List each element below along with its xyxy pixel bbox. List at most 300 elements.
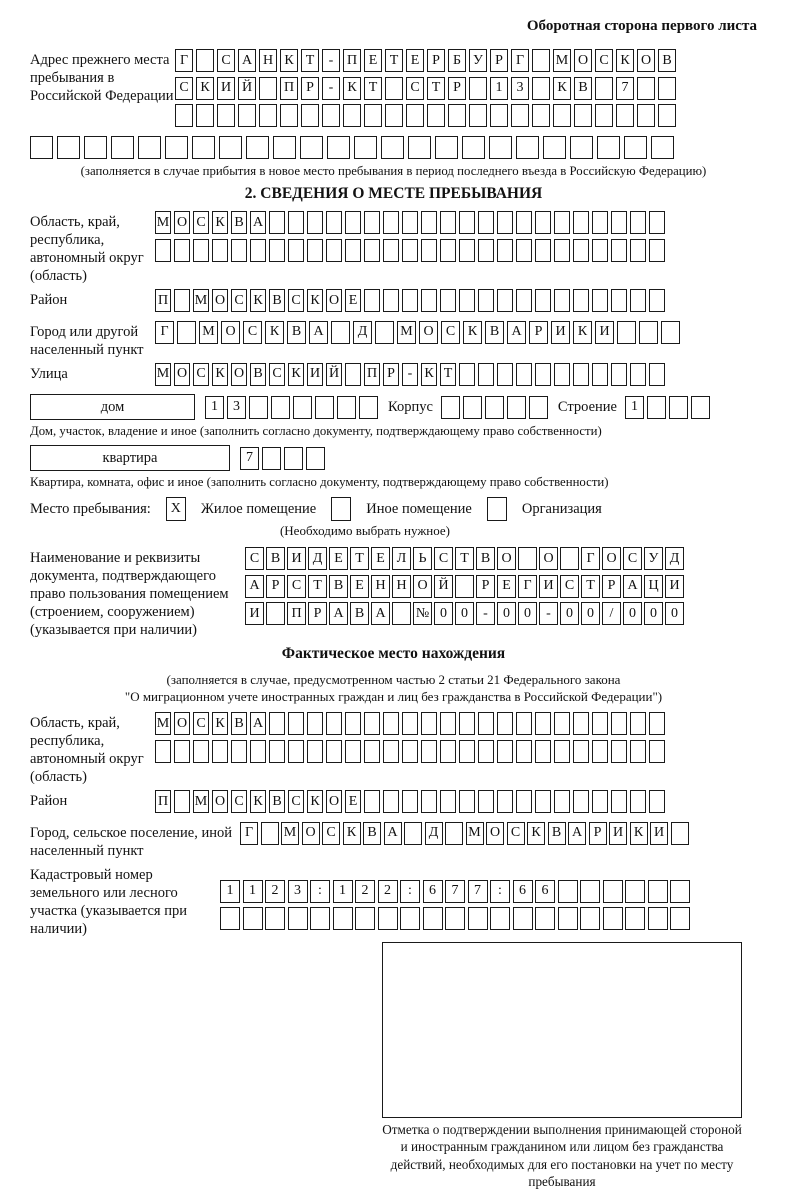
char-cell[interactable]: К [343, 77, 361, 100]
char-cell[interactable] [671, 822, 689, 845]
char-cell[interactable]: 1 [333, 880, 353, 903]
char-cell[interactable] [518, 547, 537, 570]
char-cell[interactable]: С [269, 363, 285, 386]
char-cell[interactable] [440, 790, 456, 813]
other-premises-checkbox[interactable] [331, 497, 351, 521]
char-cell[interactable]: С [193, 211, 209, 234]
char-cell[interactable] [554, 740, 570, 763]
char-cell[interactable]: К [250, 289, 266, 312]
char-cell[interactable] [261, 822, 279, 845]
char-cell[interactable] [529, 396, 548, 419]
char-cell[interactable] [516, 712, 532, 735]
char-cell[interactable] [478, 363, 494, 386]
char-cell[interactable] [280, 104, 298, 127]
char-cell[interactable]: Р [529, 321, 548, 344]
char-cell[interactable] [648, 880, 668, 903]
char-cell[interactable] [573, 740, 589, 763]
char-cell[interactable] [611, 239, 627, 262]
char-cell[interactable]: С [406, 77, 424, 100]
char-cell[interactable]: К [463, 321, 482, 344]
char-cell[interactable] [174, 289, 190, 312]
char-cell[interactable] [383, 211, 399, 234]
char-cell[interactable]: В [476, 547, 495, 570]
char-cell[interactable] [400, 907, 420, 930]
char-cell[interactable] [288, 211, 304, 234]
char-cell[interactable] [250, 740, 266, 763]
char-cell[interactable] [445, 822, 463, 845]
char-cell[interactable] [435, 136, 458, 159]
char-cell[interactable]: Г [581, 547, 600, 570]
char-cell[interactable] [269, 239, 285, 262]
char-cell[interactable]: 1 [490, 77, 508, 100]
char-cell[interactable] [516, 289, 532, 312]
char-cell[interactable] [592, 790, 608, 813]
char-cell[interactable] [459, 740, 475, 763]
char-cell[interactable]: Й [238, 77, 256, 100]
char-cell[interactable] [331, 321, 350, 344]
char-cell[interactable]: 0 [434, 602, 453, 625]
char-cell[interactable]: - [322, 77, 340, 100]
char-cell[interactable]: 0 [665, 602, 684, 625]
char-cell[interactable]: № [413, 602, 432, 625]
char-cell[interactable]: 0 [644, 602, 663, 625]
char-cell[interactable] [402, 740, 418, 763]
char-cell[interactable] [364, 104, 382, 127]
char-cell[interactable] [231, 740, 247, 763]
char-cell[interactable] [402, 239, 418, 262]
char-cell[interactable] [669, 396, 688, 419]
char-cell[interactable]: И [665, 575, 684, 598]
house-type-box[interactable]: дом [30, 394, 195, 420]
char-cell[interactable]: Р [383, 363, 399, 386]
char-cell[interactable]: У [644, 547, 663, 570]
char-cell[interactable] [513, 907, 533, 930]
char-cell[interactable] [288, 907, 308, 930]
char-cell[interactable]: А [384, 822, 402, 845]
char-cell[interactable] [269, 712, 285, 735]
char-cell[interactable]: К [421, 363, 437, 386]
char-cell[interactable]: Р [448, 77, 466, 100]
char-cell[interactable] [30, 136, 53, 159]
char-cell[interactable] [421, 239, 437, 262]
char-cell[interactable] [402, 289, 418, 312]
char-cell[interactable] [196, 49, 214, 72]
char-cell[interactable] [532, 104, 550, 127]
char-cell[interactable]: П [287, 602, 306, 625]
char-cell[interactable]: Г [511, 49, 529, 72]
char-cell[interactable] [611, 790, 627, 813]
char-cell[interactable] [554, 363, 570, 386]
char-cell[interactable] [573, 363, 589, 386]
char-cell[interactable] [174, 790, 190, 813]
char-cell[interactable] [639, 321, 658, 344]
char-cell[interactable]: Т [385, 49, 403, 72]
char-cell[interactable] [378, 907, 398, 930]
char-cell[interactable] [489, 136, 512, 159]
char-cell[interactable] [469, 104, 487, 127]
char-cell[interactable] [322, 104, 340, 127]
char-cell[interactable]: С [288, 790, 304, 813]
char-cell[interactable] [57, 136, 80, 159]
char-cell[interactable] [649, 363, 665, 386]
char-cell[interactable] [469, 77, 487, 100]
char-cell[interactable]: 0 [581, 602, 600, 625]
char-cell[interactable]: С [441, 321, 460, 344]
char-cell[interactable]: В [250, 363, 266, 386]
char-cell[interactable]: С [623, 547, 642, 570]
char-cell[interactable] [271, 396, 290, 419]
char-cell[interactable] [658, 77, 676, 100]
char-cell[interactable]: К [280, 49, 298, 72]
char-cell[interactable] [554, 239, 570, 262]
char-cell[interactable] [543, 136, 566, 159]
char-cell[interactable] [459, 289, 475, 312]
char-cell[interactable]: К [212, 363, 228, 386]
char-cell[interactable] [611, 712, 627, 735]
char-cell[interactable]: М [155, 211, 171, 234]
char-cell[interactable] [595, 77, 613, 100]
residential-checkbox[interactable]: X [166, 497, 186, 521]
char-cell[interactable]: Т [308, 575, 327, 598]
char-cell[interactable] [345, 211, 361, 234]
char-cell[interactable]: О [574, 49, 592, 72]
char-cell[interactable] [259, 77, 277, 100]
char-cell[interactable] [337, 396, 356, 419]
char-cell[interactable]: Б [448, 49, 466, 72]
char-cell[interactable] [459, 712, 475, 735]
char-cell[interactable] [595, 104, 613, 127]
char-cell[interactable]: 3 [511, 77, 529, 100]
char-cell[interactable]: 7 [616, 77, 634, 100]
char-cell[interactable] [333, 907, 353, 930]
char-cell[interactable]: П [280, 77, 298, 100]
char-cell[interactable] [630, 211, 646, 234]
char-cell[interactable] [616, 104, 634, 127]
char-cell[interactable]: - [402, 363, 418, 386]
char-cell[interactable]: К [343, 822, 361, 845]
char-cell[interactable] [273, 136, 296, 159]
char-cell[interactable] [345, 363, 361, 386]
char-cell[interactable] [383, 740, 399, 763]
char-cell[interactable]: В [266, 547, 285, 570]
char-cell[interactable] [630, 239, 646, 262]
char-cell[interactable]: Т [350, 547, 369, 570]
char-cell[interactable] [535, 712, 551, 735]
char-cell[interactable]: Е [497, 575, 516, 598]
char-cell[interactable] [603, 880, 623, 903]
char-cell[interactable] [246, 136, 269, 159]
char-cell[interactable] [574, 104, 592, 127]
char-cell[interactable]: 6 [423, 880, 443, 903]
char-cell[interactable]: О [539, 547, 558, 570]
char-cell[interactable] [288, 239, 304, 262]
char-cell[interactable]: П [155, 289, 171, 312]
char-cell[interactable]: С [193, 363, 209, 386]
char-cell[interactable]: 7 [240, 447, 259, 470]
char-cell[interactable] [592, 363, 608, 386]
char-cell[interactable] [355, 907, 375, 930]
char-cell[interactable]: В [548, 822, 566, 845]
char-cell[interactable] [459, 790, 475, 813]
char-cell[interactable] [573, 239, 589, 262]
char-cell[interactable] [553, 104, 571, 127]
char-cell[interactable]: Е [345, 289, 361, 312]
char-cell[interactable] [637, 104, 655, 127]
char-cell[interactable]: Т [364, 77, 382, 100]
char-cell[interactable] [448, 104, 466, 127]
char-cell[interactable]: Т [301, 49, 319, 72]
char-cell[interactable] [455, 575, 474, 598]
char-cell[interactable] [364, 239, 380, 262]
char-cell[interactable]: Й [434, 575, 453, 598]
char-cell[interactable]: О [326, 289, 342, 312]
char-cell[interactable] [497, 712, 513, 735]
char-cell[interactable] [155, 239, 171, 262]
char-cell[interactable]: И [217, 77, 235, 100]
char-cell[interactable] [231, 239, 247, 262]
char-cell[interactable] [532, 49, 550, 72]
char-cell[interactable] [404, 822, 422, 845]
char-cell[interactable]: А [623, 575, 642, 598]
char-cell[interactable] [326, 712, 342, 735]
char-cell[interactable] [478, 740, 494, 763]
char-cell[interactable] [307, 211, 323, 234]
char-cell[interactable]: Г [155, 321, 174, 344]
char-cell[interactable]: И [551, 321, 570, 344]
char-cell[interactable] [463, 396, 482, 419]
char-cell[interactable] [385, 104, 403, 127]
char-cell[interactable]: К [196, 77, 214, 100]
char-cell[interactable] [468, 907, 488, 930]
char-cell[interactable]: С [245, 547, 264, 570]
char-cell[interactable]: Р [476, 575, 495, 598]
char-cell[interactable]: Р [427, 49, 445, 72]
char-cell[interactable] [478, 289, 494, 312]
char-cell[interactable]: В [287, 321, 306, 344]
char-cell[interactable] [497, 211, 513, 234]
char-cell[interactable] [630, 289, 646, 312]
char-cell[interactable] [647, 396, 666, 419]
char-cell[interactable]: 1 [205, 396, 224, 419]
char-cell[interactable] [485, 396, 504, 419]
char-cell[interactable] [392, 602, 411, 625]
char-cell[interactable] [497, 289, 513, 312]
char-cell[interactable] [307, 239, 323, 262]
char-cell[interactable] [497, 790, 513, 813]
char-cell[interactable]: Д [665, 547, 684, 570]
char-cell[interactable]: С [434, 547, 453, 570]
char-cell[interactable] [560, 547, 579, 570]
char-cell[interactable] [462, 136, 485, 159]
char-cell[interactable] [459, 239, 475, 262]
char-cell[interactable] [497, 740, 513, 763]
char-cell[interactable] [217, 104, 235, 127]
char-cell[interactable]: С [287, 575, 306, 598]
char-cell[interactable]: 3 [288, 880, 308, 903]
char-cell[interactable] [478, 790, 494, 813]
char-cell[interactable] [315, 396, 334, 419]
char-cell[interactable] [651, 136, 674, 159]
char-cell[interactable] [310, 907, 330, 930]
char-cell[interactable] [111, 136, 134, 159]
char-cell[interactable]: 2 [378, 880, 398, 903]
char-cell[interactable] [630, 740, 646, 763]
char-cell[interactable] [307, 712, 323, 735]
char-cell[interactable]: 2 [355, 880, 375, 903]
char-cell[interactable] [212, 239, 228, 262]
char-cell[interactable] [212, 740, 228, 763]
char-cell[interactable]: Т [427, 77, 445, 100]
char-cell[interactable]: 0 [518, 602, 537, 625]
char-cell[interactable] [326, 211, 342, 234]
char-cell[interactable] [259, 104, 277, 127]
char-cell[interactable]: К [573, 321, 592, 344]
char-cell[interactable]: Н [371, 575, 390, 598]
char-cell[interactable] [611, 289, 627, 312]
char-cell[interactable] [193, 239, 209, 262]
char-cell[interactable]: С [288, 289, 304, 312]
char-cell[interactable] [238, 104, 256, 127]
char-cell[interactable]: Е [371, 547, 390, 570]
char-cell[interactable] [592, 211, 608, 234]
char-cell[interactable] [196, 104, 214, 127]
char-cell[interactable] [558, 907, 578, 930]
char-cell[interactable]: : [310, 880, 330, 903]
char-cell[interactable]: / [602, 602, 621, 625]
char-cell[interactable] [381, 136, 404, 159]
char-cell[interactable] [554, 289, 570, 312]
char-cell[interactable] [219, 136, 242, 159]
char-cell[interactable] [345, 740, 361, 763]
char-cell[interactable] [383, 712, 399, 735]
char-cell[interactable] [440, 712, 456, 735]
char-cell[interactable]: Р [490, 49, 508, 72]
char-cell[interactable] [165, 136, 188, 159]
char-cell[interactable]: О [413, 575, 432, 598]
char-cell[interactable] [249, 396, 268, 419]
char-cell[interactable] [306, 447, 325, 470]
char-cell[interactable]: 1 [243, 880, 263, 903]
char-cell[interactable] [478, 211, 494, 234]
char-cell[interactable] [423, 907, 443, 930]
char-cell[interactable]: О [174, 211, 190, 234]
char-cell[interactable] [611, 211, 627, 234]
char-cell[interactable] [649, 211, 665, 234]
char-cell[interactable]: А [250, 211, 266, 234]
char-cell[interactable] [402, 211, 418, 234]
char-cell[interactable] [343, 104, 361, 127]
char-cell[interactable]: Л [392, 547, 411, 570]
char-cell[interactable]: А [250, 712, 266, 735]
char-cell[interactable]: И [609, 822, 627, 845]
char-cell[interactable] [359, 396, 378, 419]
char-cell[interactable] [402, 790, 418, 813]
char-cell[interactable]: Р [266, 575, 285, 598]
char-cell[interactable] [421, 211, 437, 234]
char-cell[interactable]: Ц [644, 575, 663, 598]
char-cell[interactable] [507, 396, 526, 419]
char-cell[interactable]: И [595, 321, 614, 344]
char-cell[interactable] [625, 880, 645, 903]
char-cell[interactable] [535, 790, 551, 813]
char-cell[interactable]: 7 [468, 880, 488, 903]
char-cell[interactable] [421, 740, 437, 763]
char-cell[interactable]: 6 [535, 880, 555, 903]
char-cell[interactable]: - [322, 49, 340, 72]
char-cell[interactable]: В [350, 602, 369, 625]
char-cell[interactable] [421, 790, 437, 813]
char-cell[interactable] [649, 289, 665, 312]
char-cell[interactable] [354, 136, 377, 159]
char-cell[interactable]: Т [581, 575, 600, 598]
char-cell[interactable]: 3 [227, 396, 246, 419]
char-cell[interactable]: В [231, 712, 247, 735]
char-cell[interactable] [478, 239, 494, 262]
char-cell[interactable] [421, 289, 437, 312]
char-cell[interactable] [265, 907, 285, 930]
char-cell[interactable]: К [527, 822, 545, 845]
char-cell[interactable]: - [476, 602, 495, 625]
char-cell[interactable] [532, 77, 550, 100]
char-cell[interactable] [345, 239, 361, 262]
char-cell[interactable] [611, 740, 627, 763]
char-cell[interactable] [174, 239, 190, 262]
char-cell[interactable] [402, 712, 418, 735]
char-cell[interactable] [592, 712, 608, 735]
char-cell[interactable]: Н [259, 49, 277, 72]
char-cell[interactable] [497, 363, 513, 386]
char-cell[interactable] [516, 363, 532, 386]
char-cell[interactable]: О [637, 49, 655, 72]
char-cell[interactable]: К [212, 211, 228, 234]
char-cell[interactable]: И [245, 602, 264, 625]
char-cell[interactable]: М [155, 363, 171, 386]
char-cell[interactable]: А [238, 49, 256, 72]
char-cell[interactable] [440, 239, 456, 262]
char-cell[interactable] [649, 712, 665, 735]
char-cell[interactable]: Г [240, 822, 258, 845]
char-cell[interactable] [573, 712, 589, 735]
char-cell[interactable]: Г [518, 575, 537, 598]
char-cell[interactable] [220, 907, 240, 930]
char-cell[interactable] [269, 740, 285, 763]
char-cell[interactable]: А [507, 321, 526, 344]
char-cell[interactable]: И [650, 822, 668, 845]
char-cell[interactable] [364, 740, 380, 763]
char-cell[interactable] [630, 712, 646, 735]
char-cell[interactable]: А [568, 822, 586, 845]
char-cell[interactable]: 7 [445, 880, 465, 903]
char-cell[interactable]: П [364, 363, 380, 386]
char-cell[interactable]: С [243, 321, 262, 344]
char-cell[interactable] [293, 396, 312, 419]
char-cell[interactable]: С [322, 822, 340, 845]
char-cell[interactable] [535, 289, 551, 312]
char-cell[interactable]: С [193, 712, 209, 735]
char-cell[interactable] [307, 740, 323, 763]
char-cell[interactable] [269, 211, 285, 234]
char-cell[interactable]: И [539, 575, 558, 598]
char-cell[interactable]: 2 [265, 880, 285, 903]
char-cell[interactable]: О [174, 712, 190, 735]
char-cell[interactable]: А [245, 575, 264, 598]
char-cell[interactable]: К [307, 289, 323, 312]
char-cell[interactable]: Н [392, 575, 411, 598]
char-cell[interactable]: А [329, 602, 348, 625]
char-cell[interactable] [408, 136, 431, 159]
char-cell[interactable] [243, 907, 263, 930]
char-cell[interactable] [427, 104, 445, 127]
